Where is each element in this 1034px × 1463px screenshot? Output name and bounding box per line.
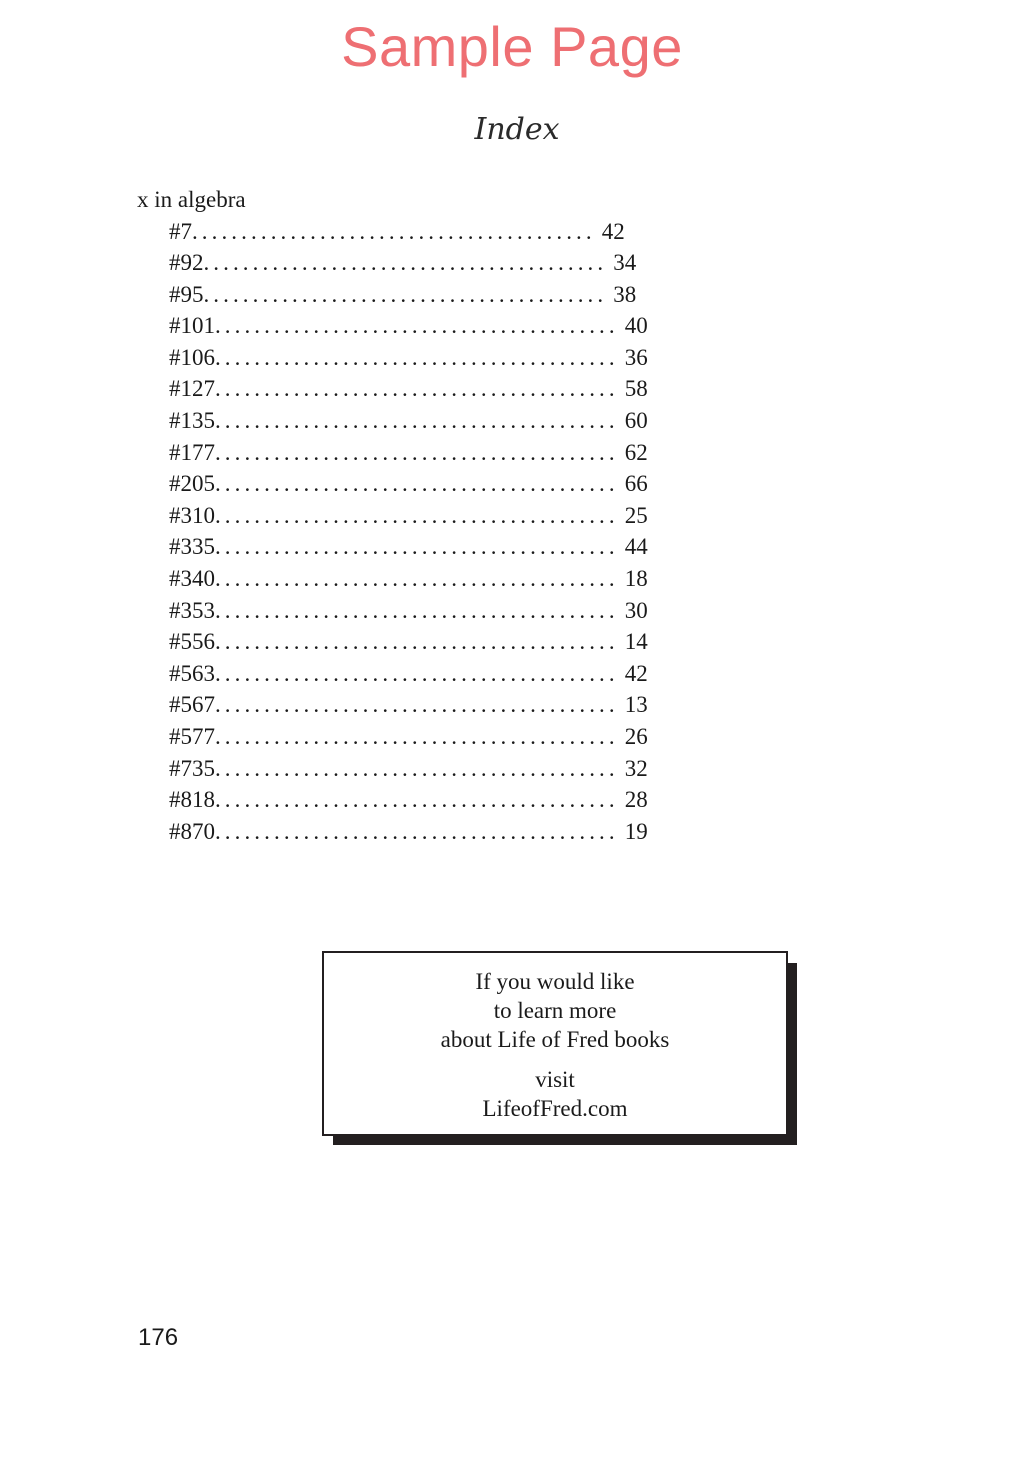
dot-leader: ........................................ [224,408,619,434]
dot-leader: ........................................ [224,439,619,465]
index-entry-page: 66 [624,471,648,497]
index-entry-label: #101. [169,313,221,339]
index-entry [169,563,648,595]
dot-leader: ........................................ [224,755,619,781]
index-entry [169,310,648,342]
index-entry [169,247,637,279]
index-entry [169,721,648,753]
index-entry [169,784,648,816]
dot-leader: ........................................ [224,787,619,813]
dot-leader: ........................................ [224,629,619,655]
index-entry [169,816,648,848]
index-entry-label: #127. [169,376,221,402]
dot-leader: ........................................ [224,344,619,370]
index-entry-label: #340. [169,566,221,592]
page-title: Index [474,112,560,147]
index-entry-page: 25 [624,502,648,528]
index-entry-label: #735. [169,755,221,781]
index-entry [169,689,648,721]
dot-leader: ........................................ [224,660,619,686]
index-entry-label: #556. [169,629,221,655]
index-entry-label: #95. [169,281,210,307]
promo-line-2: to learn more [493,998,617,1023]
index-entry-label: #818. [169,787,221,813]
index-entry-page: 44 [624,534,648,560]
index-entry-page: 36 [624,344,648,370]
index-entry-label: #353. [169,597,221,623]
dot-leader: ........................................ [224,724,619,749]
index-entry [169,500,648,532]
index-entry [169,626,648,658]
index-entry [169,595,648,627]
index-entry-page: 38 [613,281,637,307]
index-entry-label: #177. [169,439,221,465]
index-entry-page: 60 [624,408,648,434]
index-heading: x in algebra [137,187,246,212]
index-entry-page: 18 [624,566,648,592]
index-entry [169,405,648,437]
dot-leader: ........................................ [201,218,596,244]
index-entry-label: #92. [169,250,210,276]
index-entry-page: 62 [624,439,648,465]
index-entry-page: 32 [624,755,648,781]
index-entry-page: 30 [624,597,648,623]
index-entry-page: 42 [624,660,648,686]
index-entry-label: #205. [169,471,221,497]
index-list [137,184,648,847]
promo-line-1: If you would like [475,969,635,994]
index-entry-label: #106. [169,344,221,370]
index-entry-label: #870. [169,818,221,844]
dot-leader: ........................................ [224,502,619,528]
index-entry [169,468,648,500]
dot-leader: ........................................ [224,376,619,402]
index-entry [169,216,625,248]
index-entry-label: #577. [169,724,221,749]
index-entry-label: #335. [169,534,221,560]
index-entry [169,753,648,785]
dot-leader: ........................................ [213,250,608,276]
index-entries [137,216,648,848]
index-entry-label: #7. [169,218,198,244]
index-entry-page: 40 [624,313,648,339]
dot-leader: ........................................ [224,534,619,560]
dot-leader: ........................................ [224,471,619,497]
index-entry-page: 14 [624,629,648,655]
index-entry [169,342,648,374]
page-number: 176 [138,1324,179,1351]
promo-line-3: about Life of Fred books [440,1027,670,1052]
index-entry-page: 34 [613,250,637,276]
index-entry-page: 28 [624,787,648,813]
promo-visit: visit [535,1067,575,1092]
index-entry [169,531,648,563]
index-entry-page: 26 [624,724,648,749]
index-entry-page: 13 [624,692,648,718]
index-entry [169,437,648,469]
index-entry [169,658,648,690]
index-entry [169,373,648,405]
promo-box [322,951,788,1136]
dot-leader: ........................................ [224,313,619,339]
dot-leader: ........................................ [224,566,619,592]
dot-leader: ........................................ [213,281,608,307]
dot-leader: ........................................ [224,597,619,623]
index-entry-label: #135. [169,408,221,434]
dot-leader: ........................................ [224,692,619,718]
index-entry-label: #563. [169,660,221,686]
index-entry-page: 58 [624,376,648,402]
index-entry-label: #310. [169,502,221,528]
index-entry [169,279,637,311]
promo-url: LifeofFred.com [482,1096,628,1121]
index-entry-page: 42 [601,218,625,244]
sample-page-watermark: Sample Page [341,15,683,78]
index-entry-page: 19 [624,818,648,844]
index-entry-label: #567. [169,692,221,718]
dot-leader: ........................................ [224,818,619,844]
